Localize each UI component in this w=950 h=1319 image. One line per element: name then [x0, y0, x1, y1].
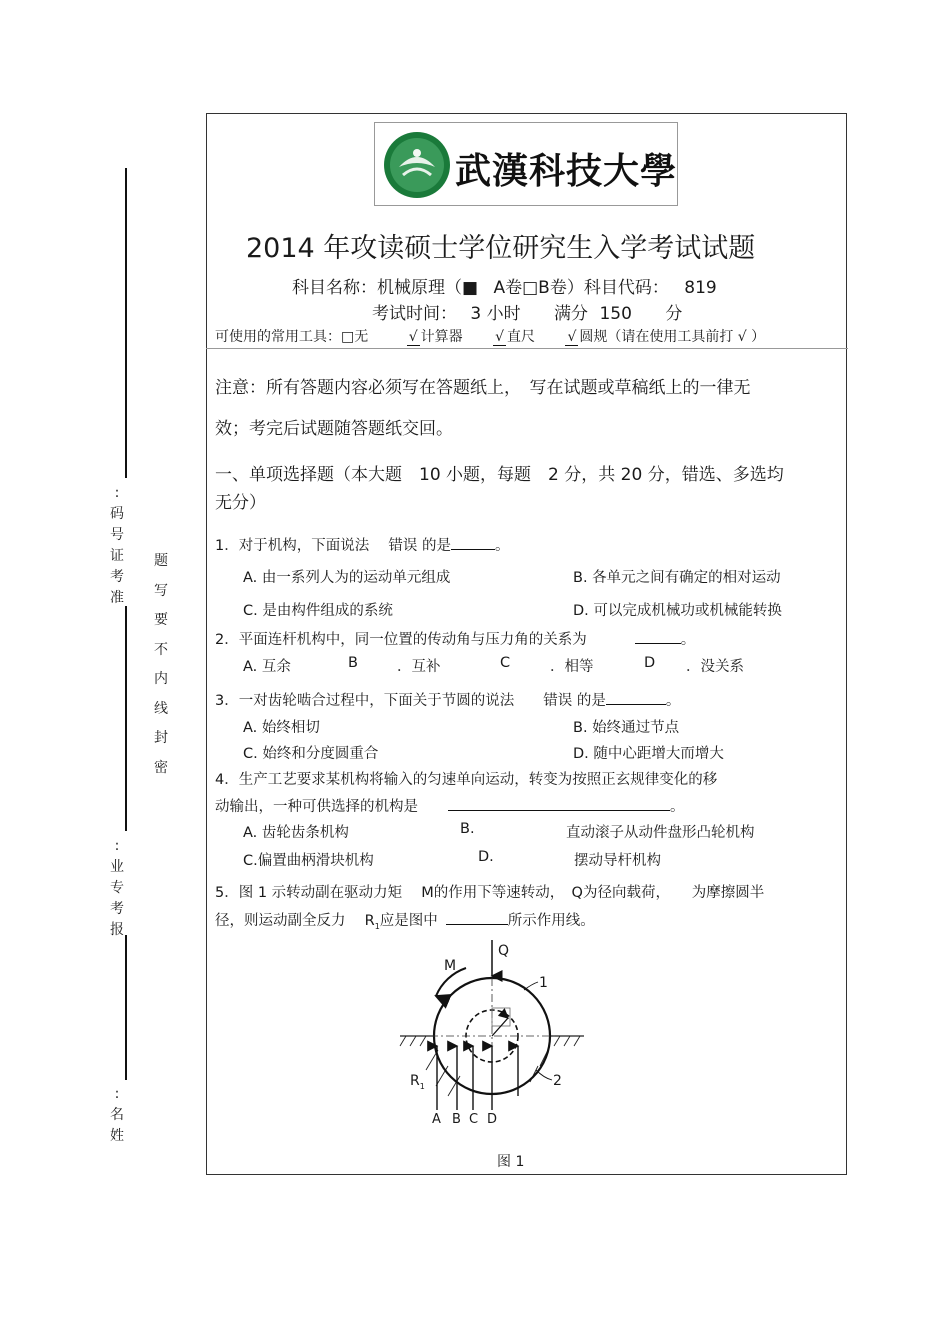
subject-line: [292, 273, 717, 298]
question-1-stem: [215, 534, 509, 555]
side-char: :: [114, 485, 120, 501]
q5-subscript: 1: [374, 921, 380, 931]
figure-label-q: Q: [498, 943, 510, 959]
tool-note: （请在使用工具前打 √ ）: [607, 329, 766, 345]
notice-line-1: 注意：所有答题内容必须写在答题纸上， 写在试题或草稿纸上的一律无: [215, 378, 751, 398]
tool-ruler-label: 直尺: [506, 329, 535, 345]
q4-option-b-letter: B.: [460, 821, 475, 837]
figure-label-2: 2: [553, 1073, 562, 1089]
q4-option-b-text: 直动滚子从动件盘形凸轮机构: [566, 825, 755, 841]
code-label: 科目代码：: [583, 278, 669, 298]
figure-label-m: M: [444, 958, 457, 974]
subject-name: 机械原理（: [377, 278, 462, 298]
side-char: 报: [110, 922, 124, 938]
q3-option-c: C. 始终和分度圆重合: [243, 746, 379, 762]
score-label: 满分: [554, 304, 589, 324]
figure-line-label-a: A: [432, 1112, 441, 1127]
q1-end: 。: [494, 538, 510, 554]
q2-option-d-letter: D: [644, 655, 656, 671]
seal-char: 线: [154, 700, 168, 717]
side-char: 准: [110, 590, 124, 606]
question-5-stem-line-1: 5．图 1 示转动副在驱动力矩 M的作用下等速转动， Q为径向载荷， 为摩擦圆半: [215, 885, 765, 901]
seal-line-notice: [151, 547, 171, 783]
figure-caption: 图 1: [497, 1154, 525, 1170]
tools-label: 可使用的常用工具：: [215, 329, 341, 345]
paper-b-checkbox: □: [522, 278, 539, 298]
q3-text: 3．一对齿轮啮合过程中，下面关于节圆的说法 错误 的是: [215, 693, 606, 709]
section-heading-line-1: 一、单项选择题（本大题 10 小题，每题 2 分，共 20 分，错选、多选均: [215, 465, 784, 485]
seal-char: 封: [154, 730, 168, 746]
q1-answer-blank: [451, 535, 495, 550]
q1-option-a: A. 由一系列人为的运动单元组成: [243, 570, 451, 586]
q2-option-a: A. 互余: [243, 659, 291, 675]
time-score-line: [372, 299, 682, 324]
seal-char: 题: [154, 553, 168, 569]
q2-answer-blank: [635, 629, 681, 644]
time-value: 3 小时: [470, 304, 521, 324]
q2-end: 。: [680, 632, 696, 648]
seal-char: 写: [154, 582, 168, 599]
q2-option-c-letter: C: [500, 655, 511, 671]
notice-line-2: 效；考完后试题随答题纸交回。: [215, 419, 453, 439]
q1-text: 1．对于机构，下面说法 错误 的是: [215, 538, 451, 554]
exam-title: 2014 年攻读硕士学位研究生入学考试试题: [246, 233, 756, 264]
q4-answer-blank: [448, 796, 670, 811]
q4-option-a: A. 齿轮齿条机构: [243, 825, 349, 841]
seal-char: 内: [154, 671, 168, 687]
side-char: 专: [110, 880, 124, 896]
side-char: 名: [110, 1107, 124, 1123]
q2-option-d-text: ．没关系: [686, 659, 744, 675]
q4-option-d-text: 摆动导杆机构: [574, 853, 661, 869]
q4-option-d-letter: D.: [478, 849, 494, 865]
q1-option-b: B. 各单元之间有确定的相对运动: [573, 570, 781, 586]
time-label: 考试时间：: [372, 304, 457, 324]
q1-option-d: D. 可以完成机械功或机械能转换: [573, 603, 782, 619]
binding-line-middle: [125, 606, 127, 831]
q4-text: 动输出，一种可供选择的机构是: [215, 799, 418, 815]
paper-b-label: B卷）: [538, 278, 584, 298]
major-label: [107, 836, 127, 941]
seal-char: 要: [154, 612, 168, 628]
side-char: 码: [110, 506, 124, 522]
tools-line: [215, 326, 765, 346]
q3-option-d: D. 随中心距增大而增大: [573, 746, 724, 762]
figure-1-diagram: [396, 938, 596, 1130]
binding-line-lower: [125, 935, 127, 1080]
question-4-stem-line-1: 4．生产工艺要求某机构将输入的匀速单向运动，转变为按照正玄规律变化的移: [215, 772, 718, 788]
figure-label-1: 1: [539, 975, 548, 991]
q3-option-a: A. 始终相切: [243, 720, 320, 736]
tool-compass-checkbox: √: [567, 329, 577, 345]
question-3-stem: [215, 689, 680, 710]
q2-text: 2．平面连杆机构中，同一位置的传动角与压力角的关系为: [215, 632, 587, 648]
side-char: 姓: [110, 1128, 124, 1144]
side-char: 业: [110, 859, 124, 875]
tool-none-checkbox: □: [341, 329, 355, 345]
seal-char: 密: [154, 759, 168, 776]
question-4-stem-line-2: [215, 795, 685, 816]
code-value: 819: [684, 278, 717, 298]
side-char: 考: [110, 901, 124, 917]
score-value: 150: [599, 304, 632, 324]
question-2-stem: [215, 628, 695, 649]
q2-option-c-text: ．相等: [550, 659, 594, 675]
score-unit: 分: [665, 304, 683, 324]
q5-answer-blank: [446, 910, 508, 925]
q4-end: 。: [670, 799, 685, 815]
side-char: :: [114, 1086, 120, 1102]
q5-end: 所示作用线。: [507, 913, 595, 929]
section-heading-line-2: 无分）: [215, 493, 266, 513]
question-5-stem-line-2: [215, 909, 595, 931]
q5-text-2: 应是图中: [379, 913, 438, 929]
q5-text: 径，则运动副全反力 R: [215, 913, 375, 929]
q4-option-c: C.偏置曲柄滑块机构: [243, 853, 374, 869]
tool-none-label: 无: [354, 329, 369, 345]
reaction-lines: [437, 1046, 518, 1110]
seal-char: 不: [154, 641, 168, 658]
side-char: 考: [110, 569, 124, 585]
exam-id-label: [107, 483, 127, 609]
figure-label-r1: [410, 1073, 425, 1091]
leader-1: [524, 982, 538, 990]
tool-calc-checkbox: √: [408, 329, 418, 345]
university-name: 武漢科技大學: [455, 150, 678, 192]
figure-line-label-d: D: [487, 1112, 498, 1127]
binding-line-top: [125, 168, 127, 478]
figure-line-label-b: B: [452, 1112, 461, 1127]
tool-ruler-checkbox: √: [495, 329, 504, 345]
paper-a-label: A卷: [493, 278, 523, 298]
q3-option-b: B. 始终通过节点: [573, 720, 680, 736]
figure-label-r: R: [410, 1073, 420, 1089]
tool-compass-label: 圆规: [579, 329, 608, 345]
q1-option-c: C. 是由构件组成的系统: [243, 603, 393, 619]
university-logo: [374, 122, 678, 206]
subject-label: 科目名称：: [292, 278, 377, 298]
side-char: 号: [110, 527, 124, 543]
q3-end: 。: [665, 693, 681, 709]
q2-option-b-letter: B: [348, 655, 358, 671]
q2-option-b-text: ．互补: [397, 659, 441, 675]
radius-arrow: [492, 1018, 508, 1036]
side-char: 证: [110, 548, 124, 564]
figure-line-label-c: C: [469, 1112, 479, 1127]
header-divider: [206, 348, 848, 349]
tool-calc-label: 计算器: [420, 329, 463, 345]
name-label: [107, 1084, 127, 1147]
q3-answer-blank: [606, 690, 666, 705]
figure-label-r-sub: 1: [419, 1081, 425, 1091]
paper-a-checkbox: ■: [462, 278, 479, 298]
side-char: :: [114, 838, 120, 854]
